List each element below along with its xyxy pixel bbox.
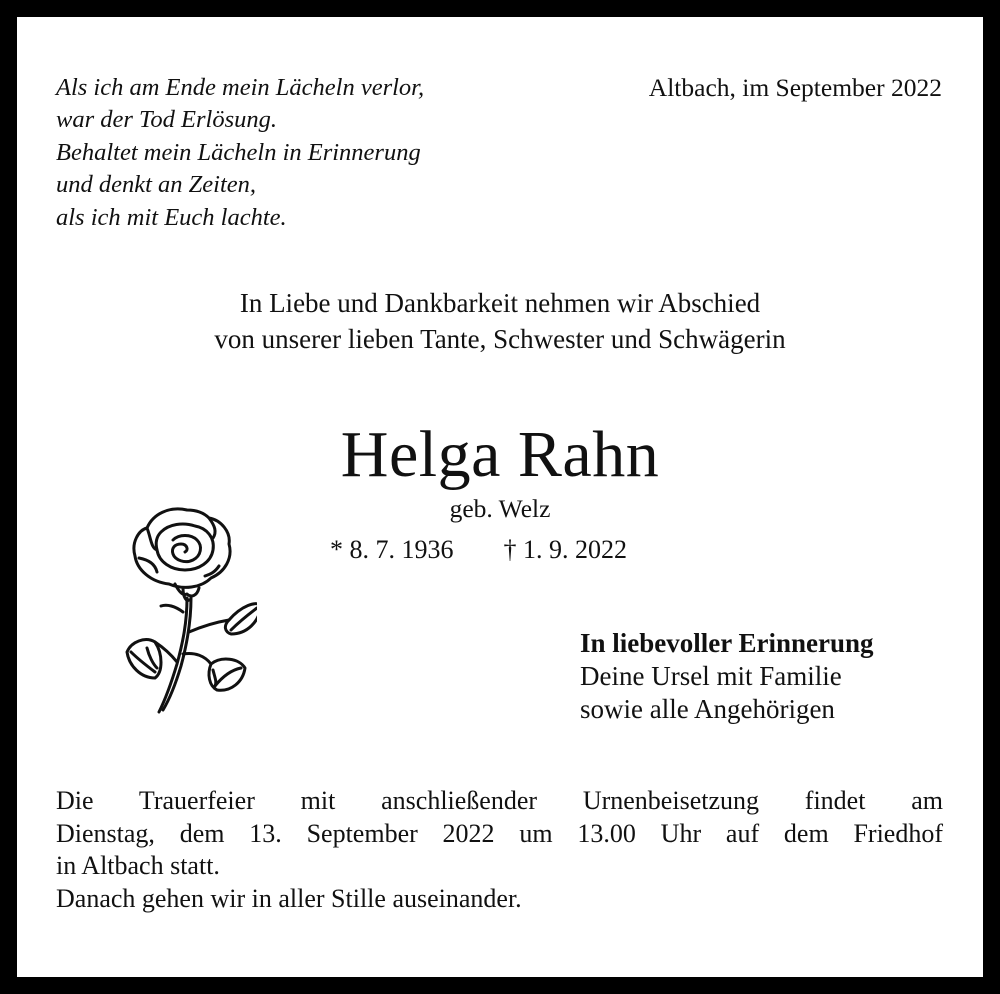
intro xyxy=(17,285,983,357)
maiden-name: geb. Welz xyxy=(449,494,551,523)
notice-line: in Altbach statt. xyxy=(56,851,220,880)
poem-line: Als ich am Ende mein Lächeln verlor, xyxy=(56,74,425,101)
poem-line: war der Tod Erlösung. xyxy=(56,106,278,134)
notice-line: Die Trauerfeier mit anschließender Urnenbeisetzung findet am xyxy=(56,786,943,815)
notice-line: Danach gehen wir in aller Stille auseinander. xyxy=(56,883,522,913)
obituary-card xyxy=(17,17,983,977)
signoff-line: Deine Ursel mit Familie xyxy=(580,661,842,691)
funeral-notice xyxy=(56,785,943,915)
intro-line: von unserer lieben Tante, Schwester und Schwägerin xyxy=(214,324,786,354)
rose-icon xyxy=(117,502,257,717)
notice-line: Dienstag, dem 13. September 2022 um 13.00 Uhr auf dem Friedhof xyxy=(56,818,943,848)
signoff-lead: In liebevoller Erinnerung xyxy=(580,628,874,658)
birth-date: * 8. 7. 1936 xyxy=(330,535,454,564)
poem-line: und denkt an Zeiten, xyxy=(56,171,257,199)
poem-line: Behaltet mein Lächeln in Erinnerung xyxy=(56,138,421,166)
deceased-name: Helga Rahn xyxy=(340,418,660,491)
signoff-line: sowie alle Angehörigen xyxy=(580,694,835,724)
death-date: † 1. 9. 2022 xyxy=(503,535,627,564)
poem-line: als ich mit Euch lachte. xyxy=(56,203,287,231)
place-date: Altbach, im September 2022 xyxy=(648,73,942,102)
poem xyxy=(56,72,424,234)
signoff xyxy=(580,627,874,726)
life-dates xyxy=(330,532,627,568)
intro-line: In Liebe und Dankbarkeit nehmen wir Abschied xyxy=(239,288,761,318)
